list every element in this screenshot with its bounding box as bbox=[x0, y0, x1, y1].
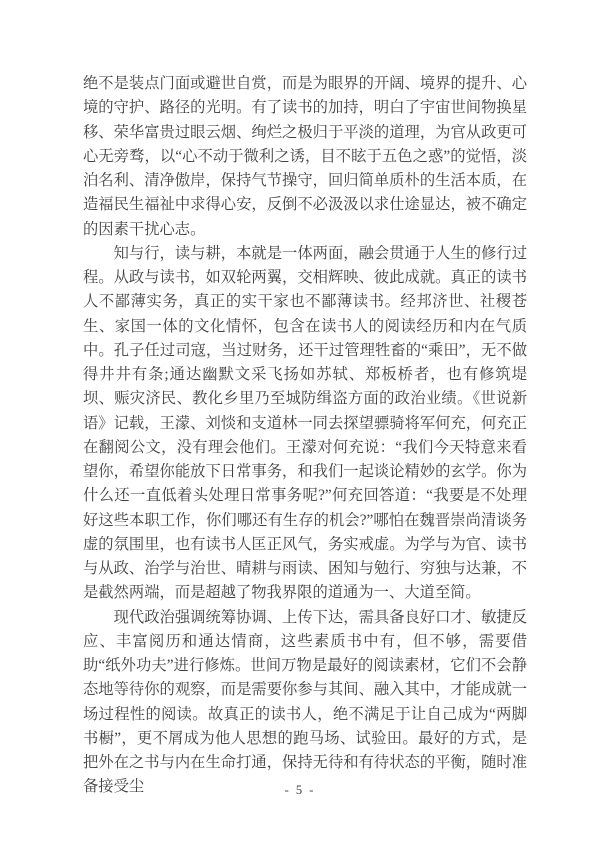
page-number: - 5 - bbox=[284, 783, 316, 797]
paragraph-3: 现代政治强调统筹协调、上传下达，需具备良好口才、敏捷反应、丰富阅历和通达情商，这些素质书中有，但不够，需要借助“纸外功夫”进行修炼。世间万物是最好的阅读素材，它们不会静态地等待你的观察，而是需要你参与其间、融入其中，才能成就一场过程性的阅读。故真正的读书人，绝不满足于让自己成为“两脚书橱”，更不屑成为他人思想的跑马场、试验田。最好的方式，是把外在之书与内在生命打通，保持无待和有待状态的平衡，随时准备接受尘 bbox=[83, 608, 527, 796]
paragraph-2: 知与行，读与耕，本就是一体两面，融会贯通于人生的修行过程。从政与读书，如双轮两翼，交相辉映、彼此成就。真正的读书人不鄙薄实务，真正的实干家也不鄙薄读书。经邦济世、社稷苍生、家国一体的文化情怀，包含在读书人的阅读经历和内在气质中。孔子任过司寇，当过财务，还干过管理牲畜的“乘田”，无不做得井井有条;通达幽默文采飞扬如苏轼、郑板桥者，也有修筑堤坝、赈灾济民、教化乡里乃至城防缉盗方面的政治业绩。《世说新语》记载，王濛、刘惔和支道林一同去探望骠骑将军何充，何充正在翻阅公文，没有理会他们。王濛对何充说：“我们今天特意来看望你，希望你能放下日常事务，和我们一起谈论精妙的玄学。你为什么还一直低着头处理日常事务呢?”何充回答道：“我要是不处理好这些本职工作，你们哪还有生存的机会?”哪怕在魏晋崇尚清谈务虚的氛围里，也有读书人匡正风气，务实戒虚。为学与为官、读书与从政、治学与治世、晴耕与雨读、困知与勉行、穷独与达兼，不是截然两端，而是超越了物我界限的道通为一、大道至简。 bbox=[83, 244, 527, 602]
paragraph-1: 绝不是装点门面或避世自赏，而是为眼界的开阔、境界的提升、心境的守护、路径的光明。有了读书的加持，明白了宇宙世间物换星移、荣华富贵过眼云烟、绚烂之极归于平淡的道理，为官从政更可心无旁骛，以“心不动于微利之诱，目不眩于五色之惑”的觉悟，淡泊名利、清净傲岸，保持气节操守，回归简单质朴的生活本质，在造福民生福祉中求得心安，反倒不必汲汲以求仕途显达，被不确定的因素干扰心志。 bbox=[83, 75, 527, 238]
document-body bbox=[83, 72, 527, 800]
